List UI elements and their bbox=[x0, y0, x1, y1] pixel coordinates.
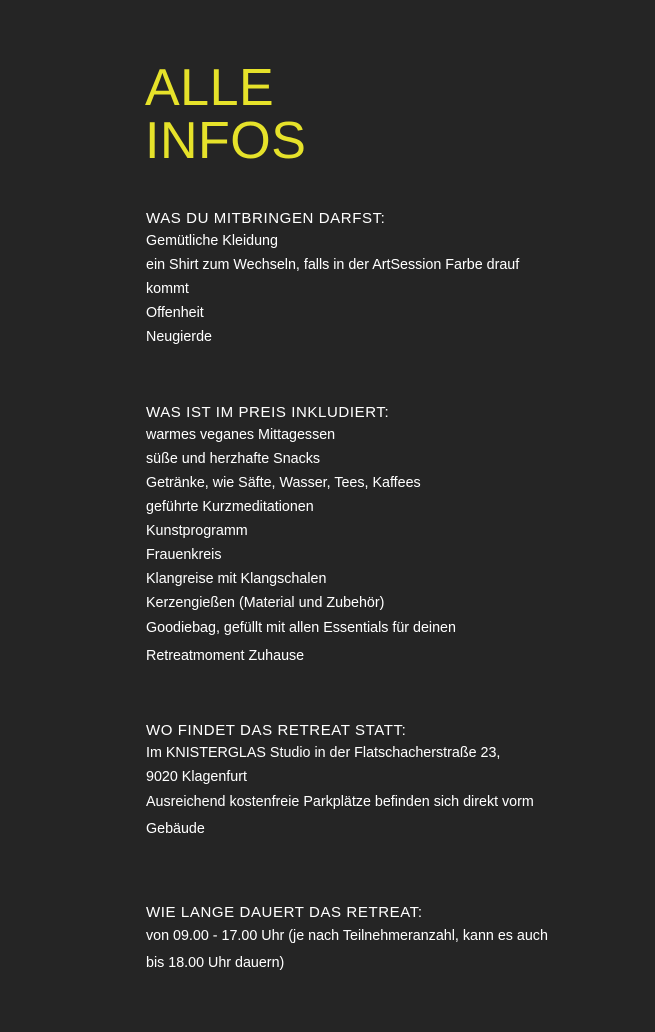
section-included-in-price bbox=[146, 403, 596, 670]
list-item: warmes veganes Mittagessen bbox=[146, 427, 336, 443]
list-item: Im KNISTERGLAS Studio in der Flatschacherstraße 23, bbox=[146, 745, 501, 761]
list-item: Kunstprogramm bbox=[146, 523, 248, 539]
section-heading: WAS IST IM PREIS INKLUDIERT: bbox=[146, 404, 390, 421]
list-item: bis 18.00 Uhr dauern) bbox=[146, 955, 285, 971]
list-item: geführte Kurzmeditationen bbox=[146, 499, 314, 515]
list-item: Offenheit bbox=[146, 305, 204, 321]
list-item: von 09.00 - 17.00 Uhr (je nach Teilnehmeranzahl, kann es auch bbox=[146, 928, 548, 944]
list-item: Retreatmoment Zuhause bbox=[146, 648, 305, 664]
page-title bbox=[145, 59, 307, 170]
page-title-line-1: ALLE bbox=[145, 59, 275, 117]
section-location bbox=[146, 721, 596, 843]
list-item: kommt bbox=[146, 281, 189, 297]
list-item: Frauenkreis bbox=[146, 547, 222, 563]
list-item: Kerzengießen (Material und Zubehör) bbox=[146, 595, 385, 611]
list-item: Gebäude bbox=[146, 821, 205, 837]
section-heading: WAS DU MITBRINGEN DARFST: bbox=[146, 210, 386, 227]
list-item: Goodiebag, gefüllt mit allen Essentials für deinen bbox=[146, 620, 456, 636]
list-item: ein Shirt zum Wechseln, falls in der ArtSession Farbe drauf bbox=[146, 257, 520, 273]
list-item: Gemütliche Kleidung bbox=[146, 233, 278, 249]
list-item: süße und herzhafte Snacks bbox=[146, 451, 321, 467]
list-item: Neugierde bbox=[146, 329, 212, 345]
section-what-to-bring bbox=[146, 209, 596, 349]
list-item: Getränke, wie Säfte, Wasser, Tees, Kaffees bbox=[146, 475, 421, 491]
list-item: Klangreise mit Klangschalen bbox=[146, 571, 327, 587]
list-item: Ausreichend kostenfreie Parkplätze befinden sich direkt vorm bbox=[146, 794, 534, 810]
section-heading: WO FINDET DAS RETREAT STATT: bbox=[146, 722, 407, 739]
section-duration bbox=[146, 903, 596, 977]
section-heading: WIE LANGE DAUERT DAS RETREAT: bbox=[146, 904, 423, 921]
page-title-line-2: INFOS bbox=[145, 112, 307, 170]
list-item: 9020 Klagenfurt bbox=[146, 769, 247, 785]
